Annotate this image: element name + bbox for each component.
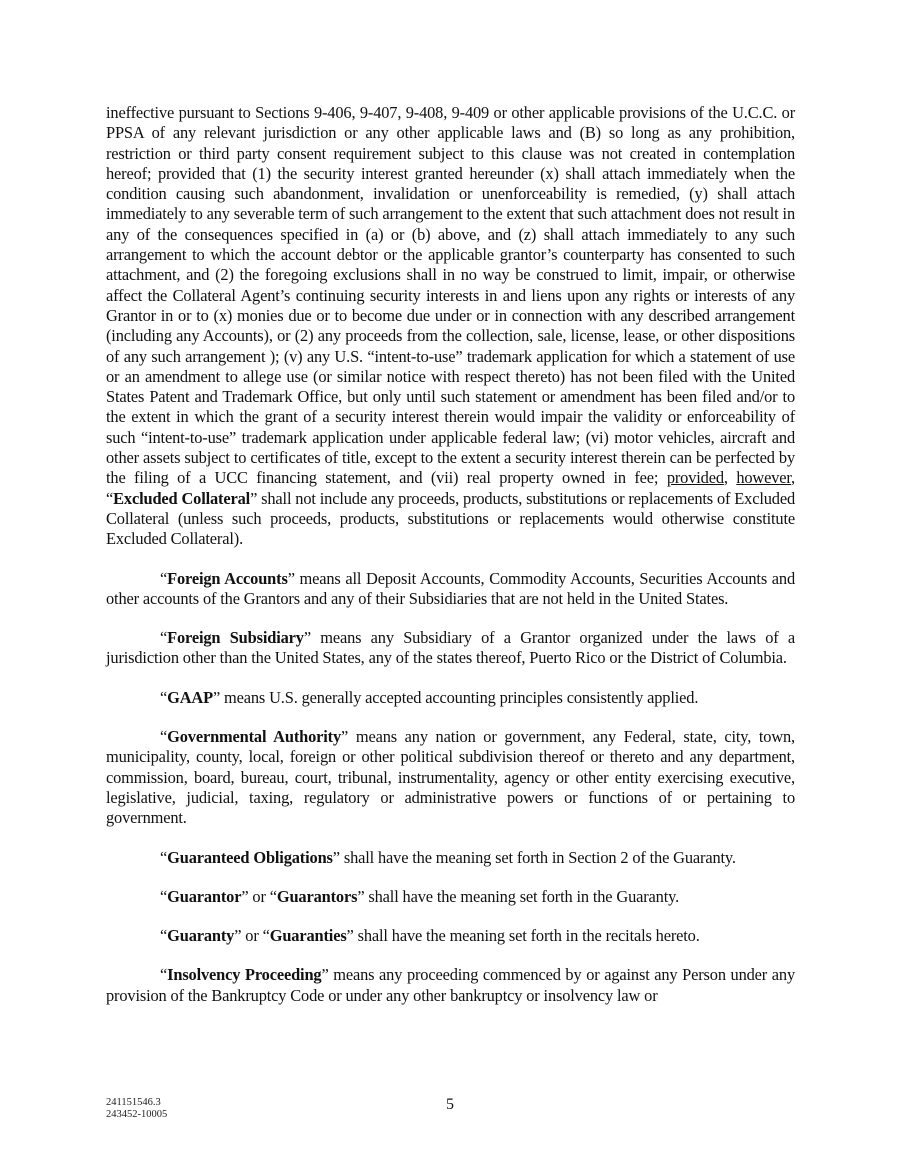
defined-term: Guaranteed Obligations [167,847,333,867]
definition-guaranteed-obligations [106,848,795,868]
doc-id-line-2: 243452-10005 [106,1109,168,1120]
document-page-body [106,103,795,1025]
definition-body: ” means all Deposit Accounts, Commodity Accounts, Securities Accounts and other accounts of the Grantors and any of their Subsidiaries that are not held in the United States. [106,568,795,608]
defined-term: GAAP [167,687,213,707]
paragraph-text: , “ [106,468,795,508]
page-number: 5 [446,1096,454,1113]
definition-guaranty [106,926,795,946]
quote-mark: “ [160,965,168,985]
footer-document-id [106,1097,167,1121]
defined-term-alt: Guaranties [269,926,347,946]
definition-governmental-authority [106,727,795,828]
quote-mark: “ [160,727,168,747]
paragraph-text: , [723,468,737,488]
definition-body: ” means any Subsidiary of a Grantor organized under the laws of a jurisdiction other than the United States, any of the states thereof, Puerto Rico or the District of Columbia. [106,628,795,668]
definition-insolvency-proceeding [106,965,795,1006]
quote-mark: “ [160,687,168,707]
quote-mark: “ [160,628,168,648]
definition-gaap [106,688,795,708]
quote-mark: “ [160,847,168,867]
definition-connector: ” or “ [234,926,270,946]
excluded-collateral-continuation [106,103,795,550]
definition-body: ” shall have the meaning set forth in Section 2 of the Guaranty. [332,847,736,867]
defined-term: Foreign Subsidiary [167,628,304,648]
definition-body: ” means U.S. generally accepted accounting principles consistently applied. [212,687,699,707]
definition-body: ” shall have the meaning set forth in the Guaranty. [357,886,680,906]
defined-term: Foreign Accounts [167,568,288,588]
paragraph-text: ” shall not include any proceeds, products, substitutions or replacements of Excluded Collateral (unless such proceeds, products, substitutions or replacements would otherwise constitute Excluded Collateral). [106,488,795,549]
quote-mark: “ [160,926,168,946]
defined-term-alt: Guarantors [276,886,358,906]
paragraph-text: ineffective pursuant to Sections 9-406, 9-407, 9-408, 9-409 or other applicable provisions of the U.C.C. or PPSA of any relevant jurisdiction or any other applicable laws and (B) so long as any prohibition, restriction or third party consent requirement subject to this clause was not created in contemplation hereof; provided that (1) the security interest granted hereunder (x) shall attach immediately when the condition causing such abandonment, invalidation or unenforceability is remedied, (y) shall attach immediately to any severable term of such arrangement to the extent that such attachment does not result in any of the consequences specified in (a) or (b) above, and (z) shall attach immediately to any such arrangement to which the account debtor or the applicable grantor’s counterparty has consented to such attachment, and (2) the foregoing exclusions shall in no way be construed to limit, impair, or otherwise affect the Collateral Agent’s continuing security interests in and liens upon any rights or interests of any Grantor in or to (x) monies due or to become due under or in connection with any described arrangement (including any Accounts), or (2) any proceeds from the collection, sale, license, lease, or other dispositions of any such arrangement ); (v) any U.S. “intent-to-use” trademark application for which a statement of use or an amendment to allege use (or similar notice with respect thereto) has not been filed with the United States Patent and Trademark Office, but only until such statement or amendment has been filed and/or to the extent in which the grant of a security interest therein would impair the validity or enforceability of such “intent-to-use” trademark application under applicable federal law; (vi) motor vehicles, aircraft and other assets subject to certificates of title, except to the extent a security interest therein can be perfected by the filing of a UCC financing statement, and (vii) real property owned in fee; [106,103,795,488]
definition-foreign-accounts [106,569,795,610]
defined-term: Guarantor [167,886,242,906]
defined-term: Guaranty [167,926,235,946]
doc-id-line-1: 241151546.3 [106,1097,161,1108]
quote-mark: “ [160,886,168,906]
definition-body: ” shall have the meaning set forth in the recitals hereto. [346,926,700,946]
definition-guarantor [106,887,795,907]
however-underlined: however [736,468,792,488]
defined-term: Insolvency Proceeding [167,965,322,985]
definition-connector: ” or “ [241,886,277,906]
defined-term: Governmental Authority [167,727,342,747]
definition-foreign-subsidiary [106,628,795,669]
definition-body: ” means any nation or government, any Federal, state, city, town, municipality, county, local, foreign or other political subdivision thereof or thereto and any department, commission, board, bureau, court, tribunal, instrumentality, agency or other entity exercising executive, legislative, judicial, taxing, regulatory or administrative powers or functions of or pertaining to government. [106,727,795,828]
definition-body: ” means any proceeding commenced by or against any Person under any provision of the Bankruptcy Code or under any other bankruptcy or insolvency law or [106,965,795,1005]
defined-term-excluded-collateral: Excluded Collateral [113,488,251,508]
quote-mark: “ [160,568,168,588]
provided-underlined: provided [666,468,724,488]
